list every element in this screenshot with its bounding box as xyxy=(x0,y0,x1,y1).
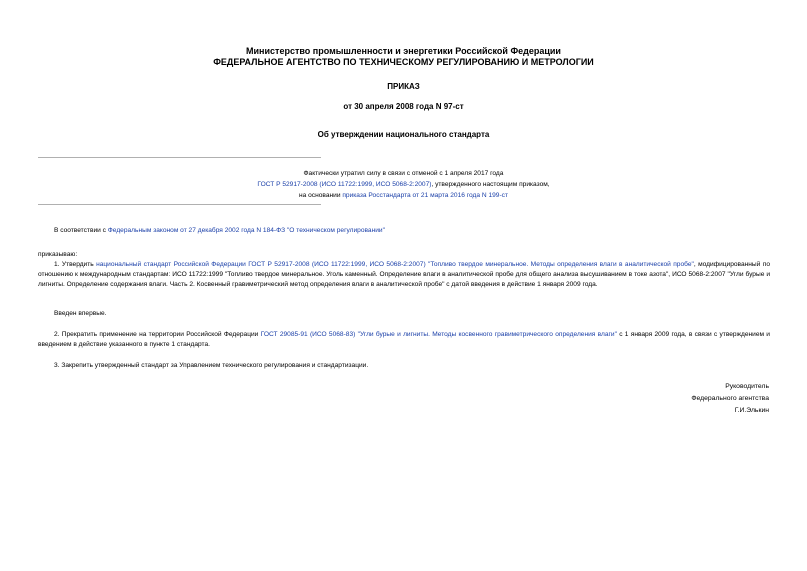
validity-note xyxy=(0,168,807,201)
note-line-2-text: , утвержденного настоящим приказом, xyxy=(431,181,550,188)
national-standard-link[interactable]: национальный стандарт Российской Федерации ГОСТ Р 52917-2008 (ИСО 11722:1999, ИСО 5068-2:2007) "Топливо твердое минеральное. Методы определения влаги в аналитической пробе" xyxy=(96,261,694,268)
p2-prefix: 2. Прекратить применение на территории Российской Федерации xyxy=(54,331,261,338)
gost-29085-link[interactable]: ГОСТ 29085-91 (ИСО 5068-83) "Угли бурые и лигниты. Методы косвенного гравиметрического определения влаги" xyxy=(260,331,617,338)
signer-name: Г.И.Элькин xyxy=(734,407,769,414)
rosstandart-order-link[interactable]: приказа Росстандарта от 21 марта 2016 года N 199-ст xyxy=(342,192,508,199)
p1-text: , модифицированный по отношению к международным стандартам: ИСО 11722:1999 "Топливо твердое минеральное. Уголь каменный. Определение влаги в аналитической пробе для общего анализа высушиванием в токе азота", ИСО 5068-2:2007 "Угли бурые и лигниты. Определение содержания влаги. Часть 2. Косвенный гравиметрический метод определения влаги в аналитической пробе" с датой введения в действие 1 января 2009 года. xyxy=(38,261,770,288)
order-title: Об утверждении национального стандарта xyxy=(317,130,490,139)
ministry-name: Министерство промышленности и энергетики Российской Федерации xyxy=(246,46,561,56)
note-line-2 xyxy=(0,179,807,190)
p2-text: с 1 января 2009 года, в связи с утверждением и введением в действие указанного в пункте 1 стандарта. xyxy=(38,331,770,348)
signer-role-2: Федерального агентства xyxy=(691,395,769,402)
paragraph-3: 3. Закрепить утвержденный стандарт за Управлением технического регулирования и стандартизации. xyxy=(54,362,369,369)
order-heading: ПРИКАЗ xyxy=(387,82,420,91)
note-bottom-divider xyxy=(38,204,321,205)
note-line-3 xyxy=(0,190,807,201)
orders-word: приказываю: xyxy=(38,251,78,258)
signature-block xyxy=(691,381,769,417)
note-top-divider xyxy=(38,157,321,158)
document-header xyxy=(0,46,807,68)
note-line-3-prefix: на основании xyxy=(299,192,343,199)
order-date: от 30 апреля 2008 года N 97-ст xyxy=(343,102,464,111)
signer-role-1: Руководитель xyxy=(725,383,769,390)
federal-law-link[interactable]: Федеральным законом от 27 декабря 2002 года N 184-ФЗ "О техническом регулировании" xyxy=(107,227,385,234)
introduced-note: Введен впервые. xyxy=(54,310,107,317)
gost-52917-link[interactable]: ГОСТ Р 52917-2008 (ИСО 11722:1999, ИСО 5068-2:2007) xyxy=(257,181,432,188)
agency-name: ФЕДЕРАЛЬНОЕ АГЕНТСТВО ПО ТЕХНИЧЕСКОМУ РЕГУЛИРОВАНИЮ И МЕТРОЛОГИИ xyxy=(213,57,594,67)
paragraph-2 xyxy=(38,330,770,350)
paragraph-1 xyxy=(38,260,770,290)
note-line-1: Фактически утратил силу в связи с отменой с 1 апреля 2017 года xyxy=(303,170,504,177)
p1-prefix: 1. Утвердить xyxy=(54,261,97,268)
intro-prefix: В соответствии с xyxy=(54,227,108,234)
intro-paragraph xyxy=(38,226,770,236)
